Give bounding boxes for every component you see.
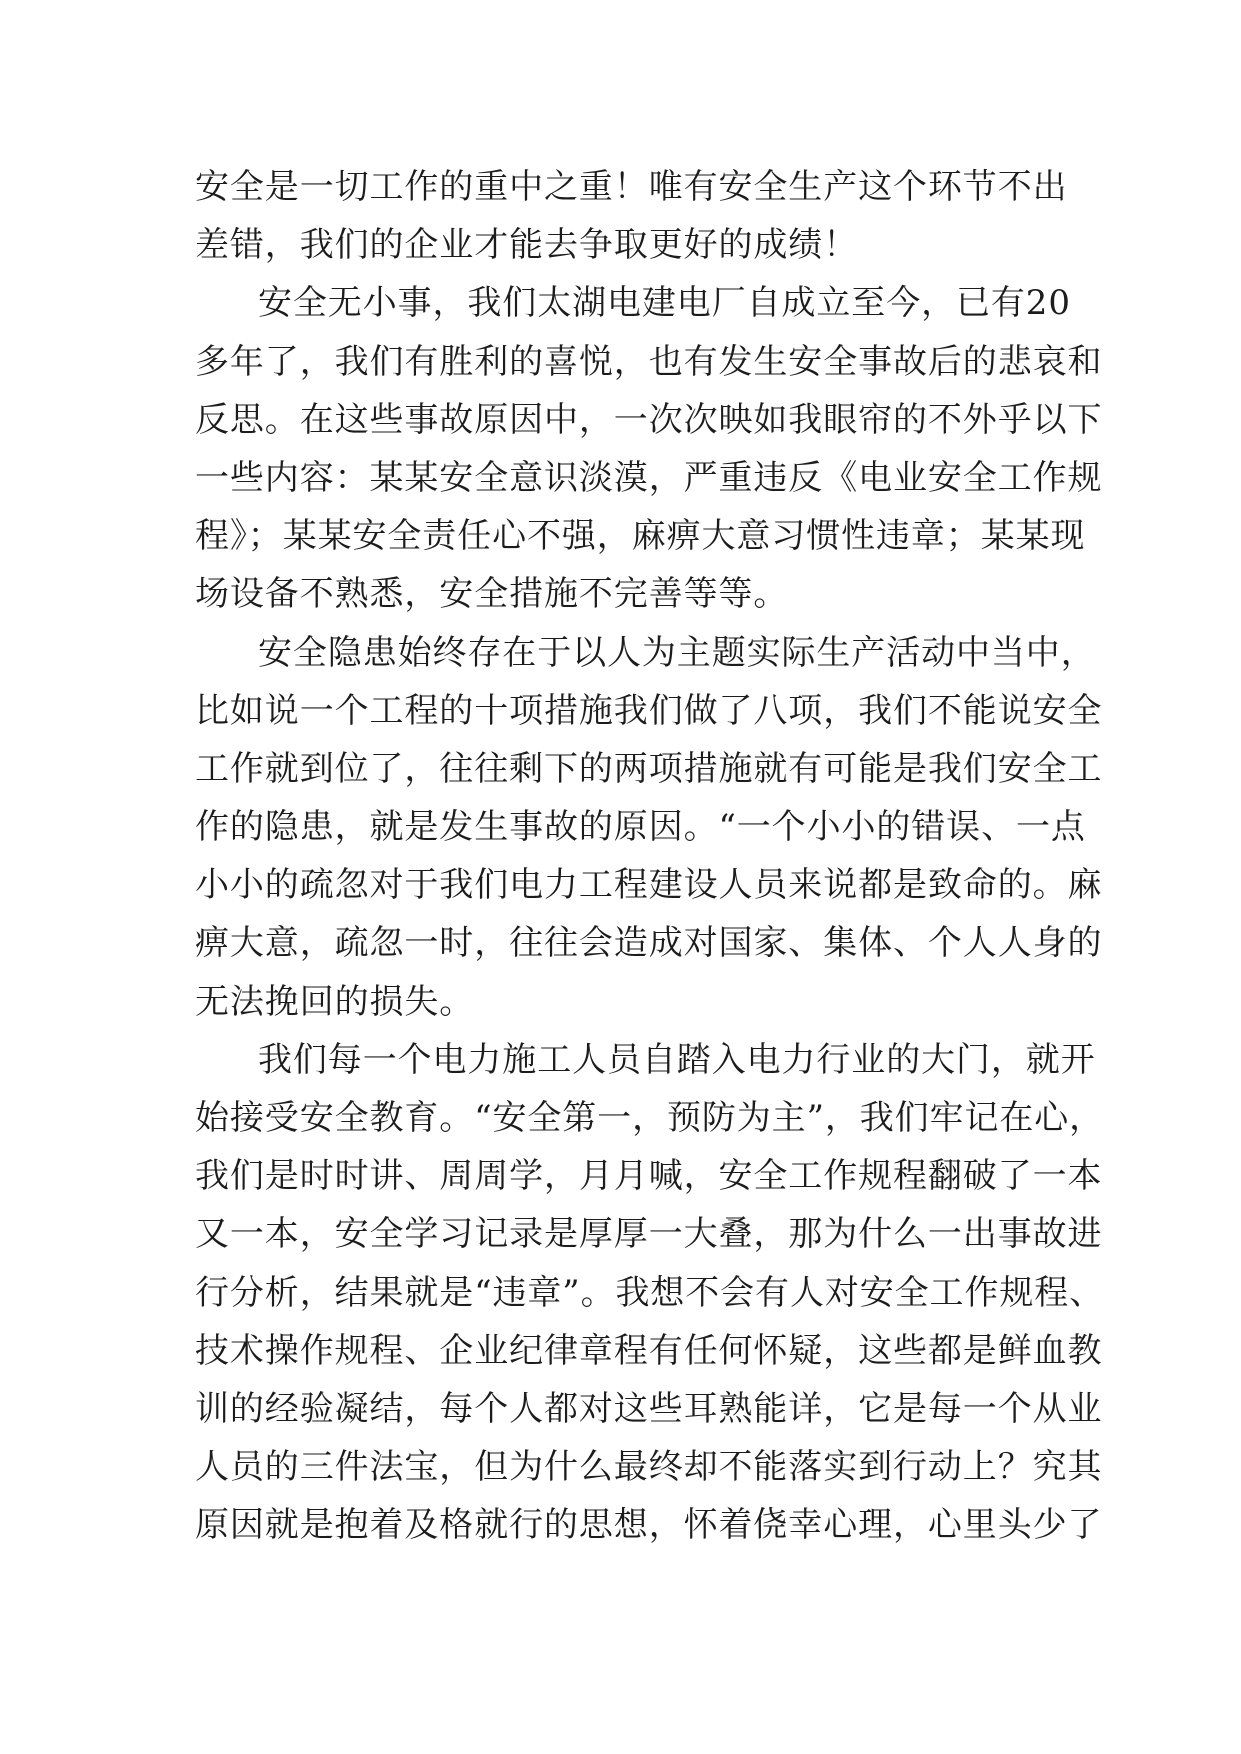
paragraph-first-line: 安全隐患始终存在于以人为主题实际生产活动中当中，	[258, 632, 1096, 673]
text-line: 痹大意，疏忽一时，往往会造成对国家、集体、个人人身的	[195, 923, 1103, 964]
text-line: 人员的三件法宝，但为什么最终却不能落实到行动上？究其	[195, 1447, 1103, 1488]
text-line: 我们是时时讲、周周学，月月喊，安全工作规程翻破了一本	[195, 1156, 1103, 1197]
text-line: 一些内容：某某安全意识淡漠，严重违反《电业安全工作规	[195, 457, 1103, 498]
paragraph-first-line: 我们每一个电力施工人员自踏入电力行业的大门，就开	[258, 1039, 1096, 1080]
text-line: 小小的疏忽对于我们电力工程建设人员来说都是致命的。麻	[195, 865, 1103, 906]
text-line: 工作就到位了，往往剩下的两项措施就有可能是我们安全工	[195, 748, 1103, 789]
body-text	[195, 158, 1105, 1555]
text-line: 技术操作规程、企业纪律章程有任何怀疑，这些都是鲜血教	[195, 1330, 1103, 1371]
text-line: 差错，我们的企业才能去争取更好的成绩！	[195, 225, 859, 266]
text-line: 比如说一个工程的十项措施我们做了八项，我们不能说安全	[195, 690, 1103, 731]
text-line: 安全是一切工作的重中之重！唯有安全生产这个环节不出	[195, 167, 1068, 207]
text-line: 作的隐患，就是发生事故的原因。“一个小小的错误、一点	[195, 807, 1086, 848]
text-line: 原因就是抱着及格就行的思想，怀着侥幸心理，心里头少了	[195, 1505, 1103, 1546]
text-line: 多年了，我们有胜利的喜悦，也有发生安全事故后的悲哀和	[195, 341, 1103, 382]
text-line: 反思。在这些事故原因中，一次次映如我眼帘的不外乎以下	[195, 399, 1103, 440]
text-line: 程》；某某安全责任心不强，麻痹大意习惯性违章；某某现	[195, 516, 1086, 557]
text-line: 场设备不熟悉，安全措施不完善等等。	[195, 574, 789, 615]
paragraph-first-line: 安全无小事，我们太湖电建电厂自成立至今，已有20	[258, 283, 1071, 324]
text-line: 行分析，结果就是“违章”。我想不会有人对安全工作规程、	[195, 1272, 1105, 1313]
text-line: 又一本，安全学习记录是厚厚一大叠，那为什么一出事故进	[195, 1214, 1103, 1255]
text-line: 无法挽回的损失。	[195, 981, 475, 1022]
text-line: 始接受安全教育。“安全第一，预防为主”，我们牢记在心，	[195, 1098, 1105, 1138]
text-line: 训的经验凝结，每个人都对这些耳熟能详，它是每一个从业	[195, 1388, 1103, 1429]
